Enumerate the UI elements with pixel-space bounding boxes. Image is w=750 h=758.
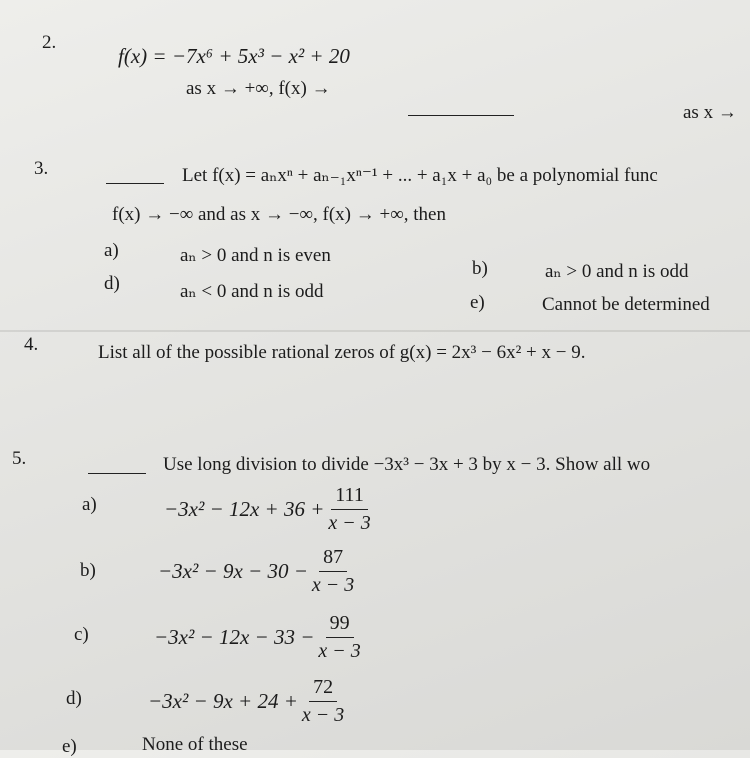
question-5-choice-b[interactable]	[158, 546, 354, 597]
question-3-choice-b-letter: b)	[472, 258, 488, 279]
question-5-choice-d-fraction	[302, 676, 344, 727]
question-5-choice-a-numerator: 111	[331, 484, 368, 510]
question-2-condition	[186, 78, 331, 100]
question-5-choice-a[interactable]	[164, 484, 371, 535]
question-5-choice-d[interactable]	[148, 676, 344, 727]
question-3-statement-line1: Let f(x) = aₙxⁿ + aₙ₋₁xⁿ⁻¹ + ... + a₁x + a₀ be a polynomial func	[182, 165, 658, 186]
question-2-answer-blank[interactable]	[408, 114, 514, 116]
question-5-choice-c-denominator: x − 3	[318, 640, 361, 662]
question-5-choice-c-letter: c)	[74, 624, 89, 645]
question-5-choice-c[interactable]	[154, 612, 361, 663]
question-5-choice-a-fraction	[328, 484, 370, 535]
question-3-statement-line2: f(x) → −∞ and as x → −∞, f(x) → +∞, then	[112, 204, 446, 225]
question-5-choice-a-letter: a)	[82, 494, 97, 515]
question-5-choice-a-poly: −3x² − 12x + 36 +	[164, 497, 325, 521]
question-3-choice-a[interactable]: aₙ > 0 and n is even	[180, 245, 331, 266]
question-5-choice-d-denominator: x − 3	[301, 704, 345, 726]
question-5-answer-blank[interactable]	[88, 472, 146, 474]
question-3-answer-blank[interactable]	[106, 182, 164, 184]
question-5-number: 5.	[12, 448, 27, 469]
question-5-choice-b-letter: b)	[80, 560, 96, 581]
question-3-choice-a-letter: a)	[104, 240, 119, 261]
question-3-choice-d-letter: d)	[104, 273, 120, 294]
question-2-condition-text: as x → +∞, f(x) →	[186, 78, 331, 99]
question-5-choice-b-denominator: x − 3	[311, 574, 355, 596]
question-5-choice-b-numerator: 87	[319, 546, 347, 572]
question-4-number: 4.	[24, 334, 39, 355]
question-5-choice-c-numerator: 99	[326, 612, 354, 638]
question-5-choice-e[interactable]: None of these	[142, 734, 248, 755]
question-5-choice-a-denominator: x − 3	[328, 512, 371, 534]
question-2-number: 2.	[42, 32, 57, 53]
question-5-choice-c-fraction	[318, 612, 360, 663]
question-5-choice-c-poly: −3x² − 12x − 33 −	[154, 625, 315, 649]
question-2-function: f(x) = −7x⁶ + 5x³ − x² + 20	[118, 44, 350, 68]
question-4-prompt: List all of the possible rational zeros of g(x) = 2x³ − 6x² + x − 9.	[98, 342, 586, 363]
question-3-choice-e-letter: e)	[470, 292, 485, 313]
question-5-choice-e-letter: e)	[62, 736, 77, 757]
question-5-choice-d-letter: d)	[66, 688, 82, 709]
question-5-choice-b-poly: −3x² − 9x − 30 −	[158, 559, 308, 583]
question-3-choice-b[interactable]: aₙ > 0 and n is odd	[545, 261, 689, 282]
question-5-choice-b-fraction	[312, 546, 354, 597]
question-5-choice-d-numerator: 72	[309, 676, 337, 702]
question-2-condition-cut: as x →	[683, 102, 737, 123]
question-3-choice-d[interactable]: aₙ < 0 and n is odd	[180, 281, 324, 302]
question-5-choice-d-poly: −3x² − 9x + 24 +	[148, 689, 298, 713]
question-5-prompt: Use long division to divide −3x³ − 3x + 3 by x − 3. Show all wo	[163, 454, 651, 475]
question-3-number: 3.	[34, 158, 49, 179]
question-3-choice-e[interactable]: Cannot be determined	[542, 294, 710, 315]
paper-crease	[0, 330, 750, 332]
